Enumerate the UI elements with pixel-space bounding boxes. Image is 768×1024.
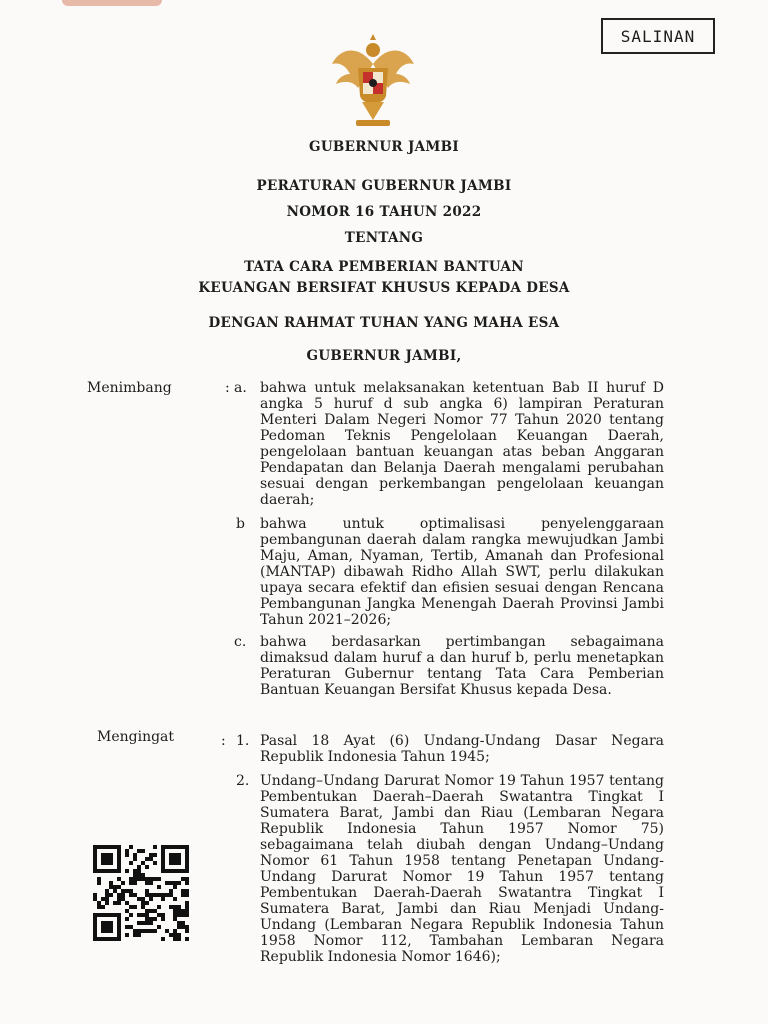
menimbang-colon: :	[225, 380, 230, 396]
consideration-item: bahwa untuk melaksanakan ketentuan Bab II huruf D angka 5 huruf d sub angka 6) lampiran Peraturan Menteri Dalam Negeri Nomor 77 Tahun 2020 tentang Pedoman Teknis Pengelolaan Keuangan Daerah, pengelolaan bantuan keuangan atas beban Anggaran Pendapatan dan Belanja Daerah mengalami perubahan sesuai dengan perkembangan pengelolaan keuangan daerah;	[260, 380, 664, 508]
mengingat-colon: :	[221, 733, 226, 749]
regulation-title: PERATURAN GUBERNUR JAMBI	[256, 178, 512, 194]
salinan-stamp: SALINAN	[601, 18, 715, 54]
consideration-marker: a.	[234, 380, 247, 396]
consideration-item: bahwa untuk optimalisasi penyelenggaraan pembangunan daerah dalam rangka mewujudkan Jambi Maju, Aman, Nyaman, Tertib, Amanah dan Profesional (MANTAP) dibawah Ridho Allah SWT, perlu dilakukan upaya secara efektif dan efisien sesuai dengan Rencana Pembangunan Jangka Menengah Daerah Provinsi Jambi Tahun 2021–2026;	[260, 516, 664, 628]
legal-basis-item: Pasal 18 Ayat (6) Undang-Undang Dasar Negara Republik Indonesia Tahun 1945;	[260, 733, 664, 765]
legal-basis-marker: 1.	[236, 733, 250, 749]
consideration-marker: c.	[234, 634, 247, 650]
qr-code-icon	[93, 845, 189, 941]
consideration-marker: b	[236, 516, 245, 532]
consideration-item: bahwa berdasarkan pertimbangan sebagaimana dimaksud dalam huruf a dan huruf b, perlu menetapkan Peraturan Gubernur tentang Tata Cara Pemberian Bantuan Keuangan Bersifat Khusus kepada Desa.	[260, 634, 664, 698]
page-edge-mark	[62, 0, 162, 6]
mengingat-label: Mengingat	[97, 729, 175, 745]
legal-basis-item: Undang–Undang Darurat Nomor 19 Tahun 1957 tentang Pembentukan Daerah–Daerah Swatantra Tingkat I Sumatera Barat, Jambi dan Riau (Lembaran Negara Republik Indonesia Tahun 1957 Nomor 75) sebagaimana telah diubah dengan Undang–Undang Nomor 61 Tahun 1958 tentang Penetapan Undang-Undang Darurat Nomor 19 Tahun 1957 tentang Pembentukan Daerah-Daerah Swatantra Tingkat I Sumatera Barat, Jambi dan Riau Menjadi Undang-Undang (Lembaran Negara Republik Indonesia Tahun 1958 Nomor 112, Tambahan Lembaran Negara Republik Indonesia Nomor 1646);	[260, 773, 664, 965]
governor-line: GUBERNUR JAMBI,	[306, 348, 462, 364]
subject-line-2: KEUANGAN BERSIFAT KHUSUS KEPADA DESA	[198, 280, 570, 296]
legal-basis-marker: 2.	[236, 773, 250, 789]
grace-line: DENGAN RAHMAT TUHAN YANG MAHA ESA	[208, 315, 560, 331]
garuda-emblem-icon	[328, 34, 418, 130]
about-heading: TENTANG	[344, 230, 424, 246]
menimbang-label: Menimbang	[87, 380, 172, 396]
issuer-title: GUBERNUR JAMBI	[309, 139, 459, 155]
regulation-number: NOMOR 16 TAHUN 2022	[286, 204, 482, 220]
subject-line-1: TATA CARA PEMBERIAN BANTUAN	[244, 259, 524, 275]
